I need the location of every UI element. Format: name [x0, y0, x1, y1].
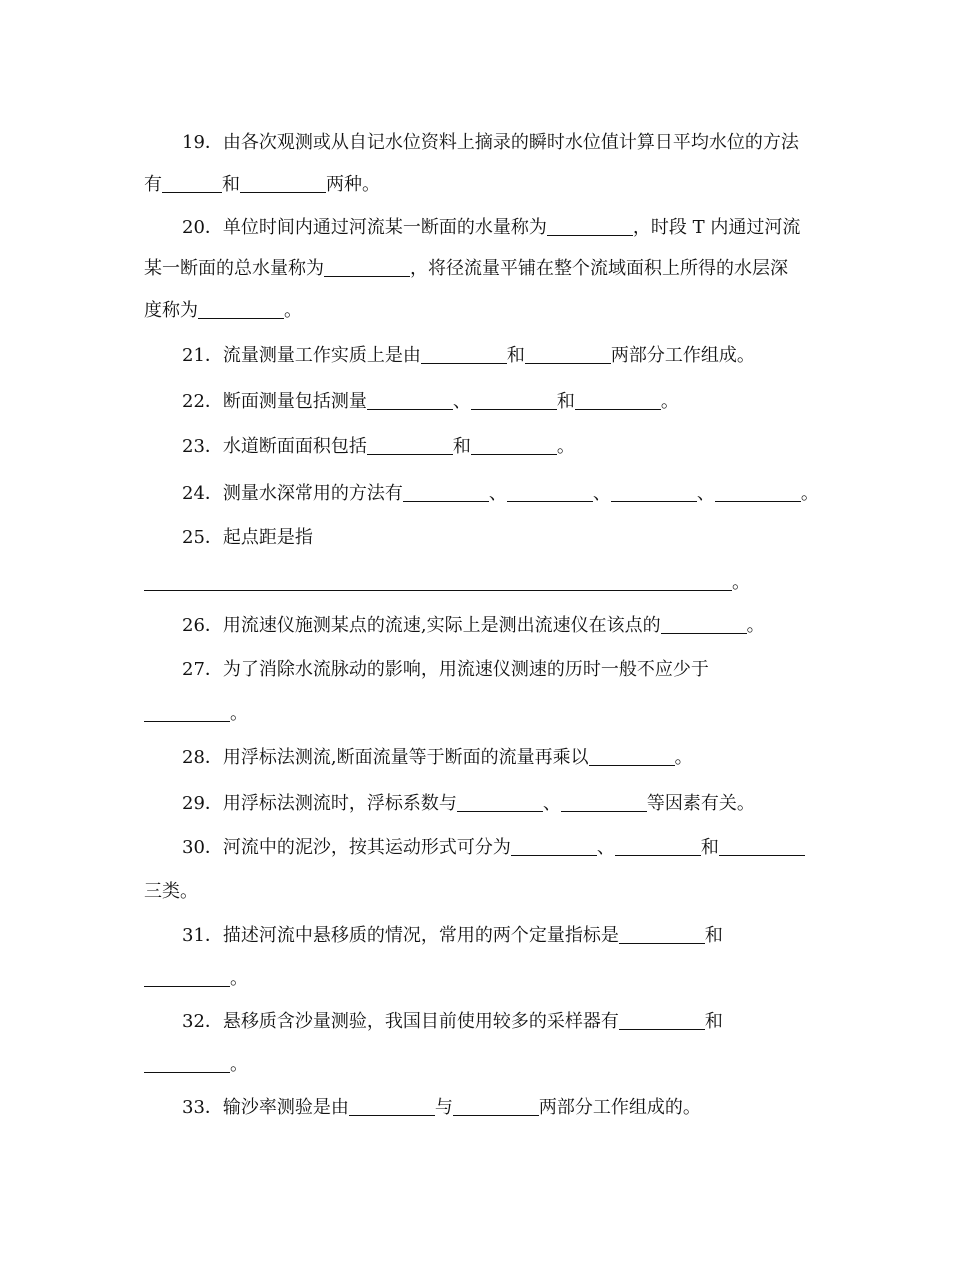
answer-blank[interactable]	[715, 483, 801, 502]
question-19-text-b: 和	[222, 174, 240, 195]
question-28-text-a: 28．用浮标法测流,断面流量等于断面的流量再乘以	[182, 747, 589, 768]
question-19-text: 19．由各次观测或从自记水位资料上摘录的瞬时水位值计算日平均水位的方法	[182, 132, 799, 153]
question-24-text-c: 、	[592, 483, 611, 504]
answer-blank[interactable]	[471, 391, 557, 410]
question-19-line-1	[182, 131, 799, 155]
question-22-text-d: 。	[660, 391, 679, 412]
question-29-text-c: 等因素有关。	[646, 793, 755, 814]
question-30-text-a: 30．河流中的泥沙，按其运动形式可分为	[182, 837, 511, 858]
question-21-text-c: 两部分工作组成。	[610, 345, 755, 366]
answer-blank[interactable]	[144, 1054, 230, 1073]
question-28-text-b: 。	[674, 747, 693, 768]
answer-blank[interactable]	[403, 483, 489, 502]
question-22	[182, 390, 679, 414]
question-26	[182, 614, 765, 638]
question-30-line-2	[144, 880, 198, 904]
answer-blank[interactable]	[144, 703, 230, 722]
question-33-text-c: 两部分工作组成的。	[538, 1097, 701, 1118]
question-26-text-a: 26．用流速仪施测某点的流速,实际上是测出流速仪在该点的	[182, 615, 661, 636]
question-20-line-2	[144, 257, 788, 281]
question-23-text-c: 。	[556, 436, 575, 457]
answer-blank[interactable]	[144, 572, 732, 591]
answer-blank[interactable]	[611, 483, 697, 502]
question-20-text-f: 。	[284, 300, 302, 321]
question-23	[182, 435, 575, 459]
answer-blank[interactable]	[421, 345, 507, 364]
question-27-line-1	[182, 658, 709, 682]
question-30-text-c: 和	[700, 837, 719, 858]
question-25-text-a: 25．起点距是指	[182, 527, 313, 548]
answer-blank[interactable]	[511, 837, 597, 856]
question-24-text-d: 、	[696, 483, 715, 504]
question-28	[182, 746, 693, 770]
question-32-text-a: 32．悬移质含沙量测验，我国目前使用较多的采样器有	[182, 1011, 619, 1032]
answer-blank[interactable]	[561, 793, 647, 812]
question-20-text-b: ，时段 T 内通过河流	[632, 217, 801, 238]
question-21	[182, 344, 755, 368]
question-29-text-b: 、	[542, 793, 561, 814]
question-31-text-a: 31．描述河流中悬移质的情况，常用的两个定量指标是	[182, 925, 619, 946]
question-32-text-c: 。	[230, 1054, 248, 1075]
answer-blank[interactable]	[367, 436, 453, 455]
answer-blank[interactable]	[615, 837, 701, 856]
question-20-text-a: 20．单位时间内通过河流某一断面的水量称为	[182, 217, 547, 238]
answer-blank[interactable]	[589, 747, 675, 766]
question-20-text-e: 度称为	[144, 300, 198, 321]
question-33	[182, 1096, 701, 1120]
question-19-text-c: 两种。	[326, 174, 380, 195]
question-32-text-b: 和	[704, 1011, 723, 1032]
question-27-text-b: 。	[230, 703, 248, 724]
question-20-text-c: 某一断面的总水量称为	[144, 258, 324, 279]
answer-blank[interactable]	[453, 1097, 539, 1116]
answer-blank[interactable]	[162, 174, 222, 193]
answer-blank[interactable]	[349, 1097, 435, 1116]
question-24-text-a: 24．测量水深常用的方法有	[182, 483, 403, 504]
question-20-text-d: ，将径流量平铺在整个流域面积上所得的水层深	[410, 258, 788, 279]
question-33-text-b: 与	[434, 1097, 453, 1118]
question-31-line-2	[144, 967, 248, 991]
answer-blank[interactable]	[471, 436, 557, 455]
question-32-line-1	[182, 1010, 723, 1034]
question-29	[182, 792, 755, 816]
answer-blank[interactable]	[661, 615, 747, 634]
answer-blank[interactable]	[619, 1011, 705, 1030]
question-33-text-a: 33．输沙率测验是由	[182, 1097, 349, 1118]
question-30-text-d: 三类。	[144, 881, 198, 902]
question-25-line-2	[144, 571, 750, 595]
answer-blank[interactable]	[198, 300, 284, 319]
question-24-text-e: 。	[800, 483, 819, 504]
question-22-text-b: 、	[452, 391, 471, 412]
answer-blank[interactable]	[240, 174, 326, 193]
question-23-text-b: 和	[452, 436, 471, 457]
question-20-line-3	[144, 299, 302, 323]
question-19-line-2	[144, 173, 380, 197]
question-20-line-1	[182, 216, 800, 240]
answer-blank[interactable]	[144, 968, 230, 987]
answer-blank[interactable]	[507, 483, 593, 502]
question-26-text-b: 。	[746, 615, 765, 636]
question-24-text-b: 、	[488, 483, 507, 504]
question-31-text-b: 和	[704, 925, 723, 946]
answer-blank[interactable]	[367, 391, 453, 410]
question-22-text-c: 和	[556, 391, 575, 412]
question-30-text-b: 、	[596, 837, 615, 858]
answer-blank[interactable]	[457, 793, 543, 812]
question-25-line-1	[182, 526, 313, 550]
question-31-text-c: 。	[230, 968, 248, 989]
question-19-text-a: 有	[144, 174, 162, 195]
question-27-text-a: 27．为了消除水流脉动的影响，用流速仪测速的历时一般不应少于	[182, 659, 709, 680]
answer-blank[interactable]	[719, 837, 805, 856]
question-23-text-a: 23．水道断面面积包括	[182, 436, 367, 457]
answer-blank[interactable]	[575, 391, 661, 410]
question-21-text-b: 和	[506, 345, 525, 366]
question-24	[182, 482, 819, 506]
answer-blank[interactable]	[619, 925, 705, 944]
answer-blank[interactable]	[547, 217, 633, 236]
question-27-line-2	[144, 702, 248, 726]
question-31-line-1	[182, 924, 723, 948]
question-30-line-1	[182, 836, 805, 860]
question-29-text-a: 29．用浮标法测流时，浮标系数与	[182, 793, 457, 814]
answer-blank[interactable]	[525, 345, 611, 364]
question-22-text-a: 22．断面测量包括测量	[182, 391, 367, 412]
question-32-line-2	[144, 1053, 248, 1077]
answer-blank[interactable]	[324, 258, 410, 277]
question-25-text-b: 。	[732, 572, 750, 593]
question-21-text-a: 21．流量测量工作实质上是由	[182, 345, 421, 366]
